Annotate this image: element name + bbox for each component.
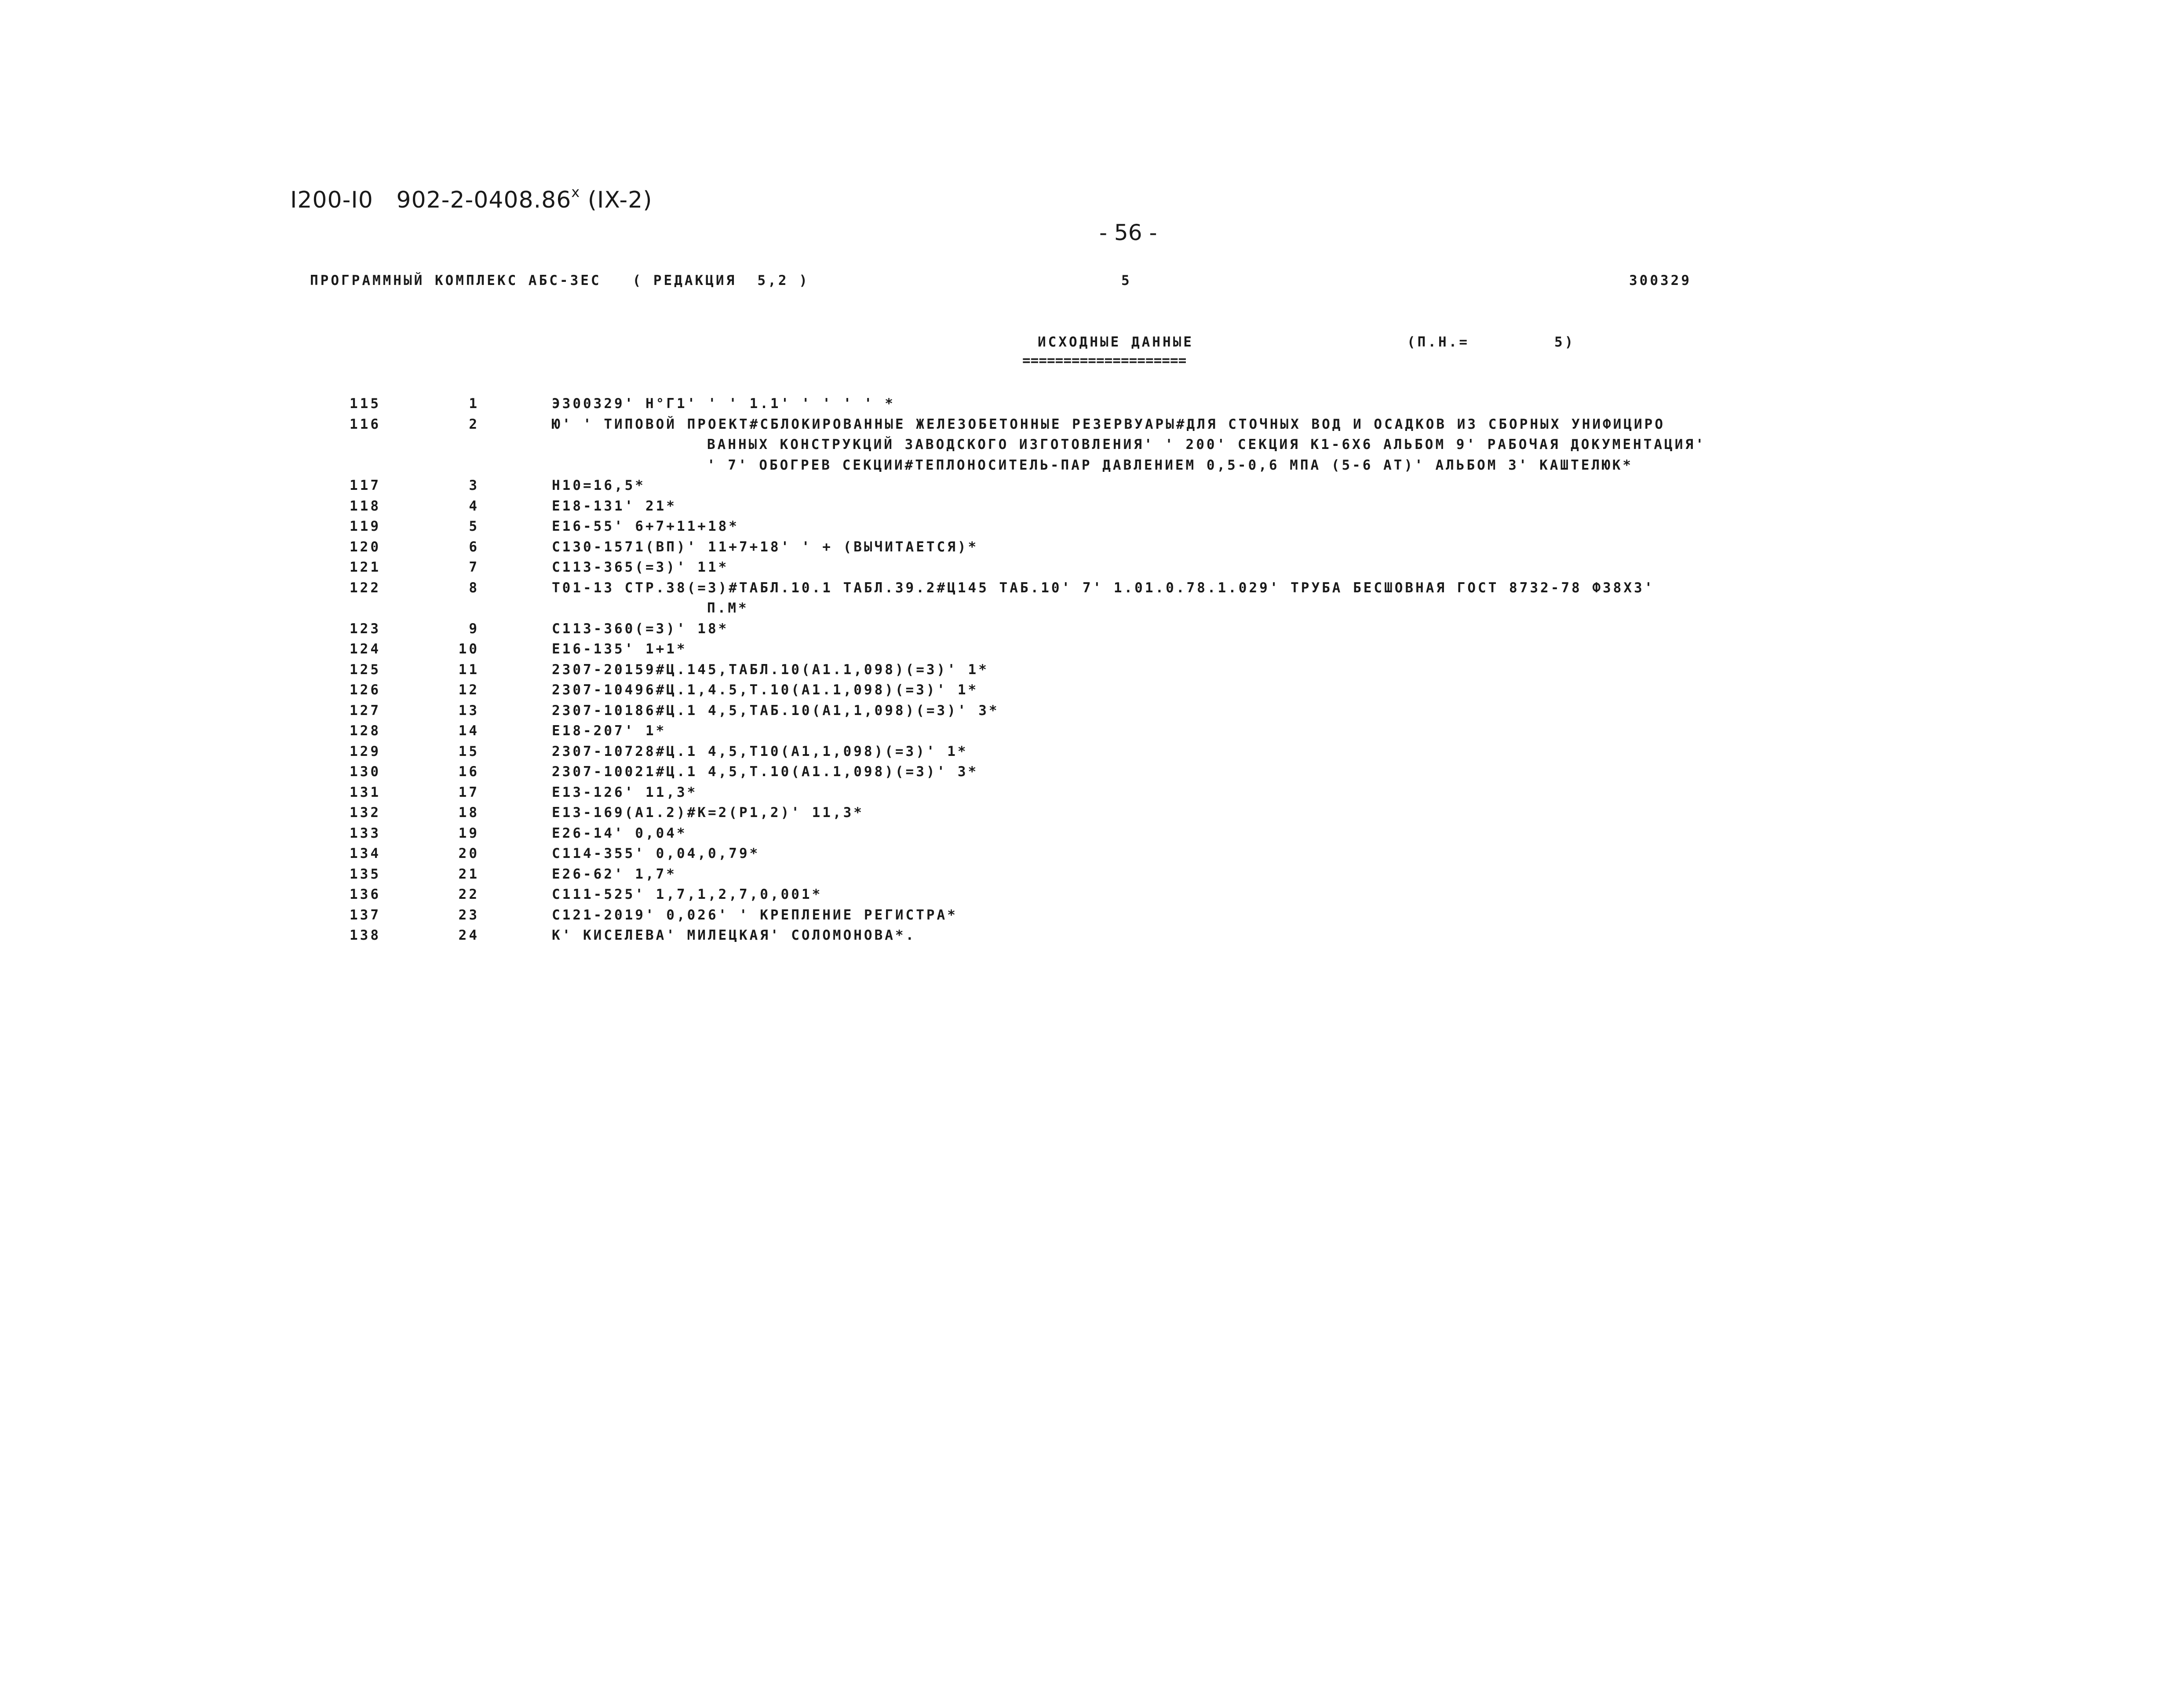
statement-text: Н10=16,5* (552, 478, 645, 493)
statement-text: С113-365(=3)' 11* (552, 559, 729, 575)
line-number: 129 (350, 743, 381, 759)
statement-text: С130-1571(ВП)' 11+7+18' ' + (ВЫЧИТАЕТСЯ)* (552, 539, 979, 555)
statement-number: 8 (469, 580, 479, 596)
statement-number: 16 (458, 764, 479, 780)
listing-row (0, 478, 2184, 498)
section-title: ИСХОДНЫЕ ДАННЫЕ (1038, 334, 1194, 350)
params-value: 5) (1554, 334, 1575, 350)
listing-row (0, 559, 2184, 580)
line-number: 135 (350, 866, 381, 882)
statement-text: Е26-14' 0,04* (552, 825, 687, 841)
statement-text: Е18-131' 21* (552, 498, 677, 514)
line-number: 128 (350, 723, 381, 739)
stamp-code: I200-I0 (290, 187, 373, 213)
listing-row (0, 641, 2184, 662)
listing-continuation-row (0, 457, 2184, 478)
listing-row (0, 539, 2184, 560)
statement-text: Е13-169(А1.2)#К=2(Р1,2)' 11,3* (552, 805, 864, 821)
stamp-sup: x (571, 184, 580, 201)
statement-number: 22 (458, 887, 479, 902)
statement-text: 2307-10496#Ц.1,4.5,Т.10(А1.1,098)(=3)' 1* (552, 682, 979, 698)
line-number: 138 (350, 927, 381, 943)
listing-row (0, 927, 2184, 948)
statement-text: С111-525' 1,7,1,2,7,0,001* (552, 887, 823, 902)
listing-row (0, 498, 2184, 519)
listing-row (0, 682, 2184, 703)
statement-number: 19 (458, 825, 479, 841)
line-number: 124 (350, 641, 381, 657)
program-header: ПРОГРАММНЫЙ КОМПЛЕКС АБС-3ЕС ( РЕДАКЦИЯ 5,2 ) (310, 273, 809, 288)
listing-row (0, 723, 2184, 744)
statement-text: Е18-207' 1* (552, 723, 667, 739)
listing-row (0, 621, 2184, 642)
stamp-part: (IX-2) (587, 187, 653, 213)
listing-row (0, 805, 2184, 825)
stamp-project: 902-2-0408.86 (396, 187, 572, 213)
statement-number: 1 (469, 396, 479, 412)
statement-text: Е16-55' 6+7+11+18* (552, 518, 739, 534)
statement-number: 23 (458, 907, 479, 923)
listing-row (0, 416, 2184, 437)
line-number: 127 (350, 702, 381, 719)
listing-row (0, 784, 2184, 805)
line-number: 118 (350, 498, 381, 514)
statement-text: Е16-135' 1+1* (552, 641, 687, 657)
statement-text: 2307-10021#Ц.1 4,5,Т.10(А1.1,098)(=3)' 3* (552, 764, 979, 780)
line-number: 119 (350, 518, 381, 534)
statement-number: 6 (469, 539, 479, 555)
listing-row (0, 662, 2184, 682)
document-code: 300329 (1629, 273, 1692, 288)
statement-number: 9 (469, 620, 479, 637)
statement-number: 4 (469, 498, 479, 514)
line-number: 133 (350, 825, 381, 841)
statement-text: Э300329' Н°Г1' ' ' 1.1' ' ' ' ' * (552, 396, 895, 412)
line-number: 115 (350, 396, 381, 412)
line-number: 134 (350, 846, 381, 861)
statement-text: Ю' ' ТИПОВОЙ ПРОЕКТ#СБЛОКИРОВАННЫЕ ЖЕЛЕЗОБЕТОННЫЕ РЕЗЕРВУАРЫ#ДЛЯ СТОЧНЫХ ВОД И ОСАДКОВ ИЗ СБОРНЫХ УНИФИЦИРО (552, 416, 1666, 432)
section-number: 5 (1121, 273, 1132, 288)
statement-number: 13 (458, 702, 479, 719)
listing-row (0, 887, 2184, 907)
statement-text: П.М* (707, 600, 749, 616)
listing-continuation-row (0, 437, 2184, 457)
statement-text: Е13-126' 11,3* (552, 784, 698, 800)
listing-row (0, 907, 2184, 928)
statement-number: 12 (458, 682, 479, 698)
listing-continuation-row (0, 600, 2184, 621)
statement-text: 2307-10728#Ц.1 4,5,Т10(А1,1,098)(=3)' 1* (552, 743, 968, 759)
line-number: 125 (350, 661, 381, 678)
line-number: 126 (350, 682, 381, 698)
page-number: - 56 - (1099, 220, 1157, 245)
listing-row (0, 866, 2184, 887)
line-number: 137 (350, 907, 381, 923)
listing-row (0, 764, 2184, 784)
line-number: 121 (350, 559, 381, 575)
statement-text: ' 7' ОБОГРЕВ СЕКЦИИ#ТЕПЛОНОСИТЕЛЬ-ПАР ДАВЛЕНИЕМ 0,5-0,6 МПА (5-6 АТ)' АЛЬБОМ 3' КАШТЕЛЮК* (707, 457, 1633, 473)
statement-number: 17 (458, 784, 479, 800)
line-number: 117 (350, 478, 381, 493)
statement-number: 5 (469, 518, 479, 534)
line-number: 136 (350, 887, 381, 902)
statement-number: 14 (458, 723, 479, 739)
statement-text: 2307-10186#Ц.1 4,5,ТАБ.10(А1,1,098)(=3)' 3* (552, 702, 999, 719)
statement-number: 21 (458, 866, 479, 882)
listing-row (0, 396, 2184, 416)
params-label: (П.Н.= (1407, 334, 1469, 350)
line-number: 123 (350, 620, 381, 637)
listing-row (0, 703, 2184, 723)
statement-number: 10 (458, 641, 479, 657)
statement-text: 2307-20159#Ц.145,ТАБЛ.10(А1.1,098)(=3)' 1* (552, 661, 989, 678)
statement-number: 24 (458, 927, 479, 943)
line-number: 130 (350, 764, 381, 780)
statement-text: Е26-62' 1,7* (552, 866, 677, 882)
line-number: 122 (350, 580, 381, 596)
statement-text: К' КИСЕЛЕВА' МИЛЕЦКАЯ' СОЛОМОНОВА*. (552, 927, 916, 943)
document-stamp (290, 184, 653, 213)
line-number: 116 (350, 416, 381, 432)
listing-row (0, 744, 2184, 764)
statement-text: С113-360(=3)' 18* (552, 620, 729, 637)
line-number: 132 (350, 805, 381, 821)
statement-number: 20 (458, 846, 479, 861)
statement-number: 18 (458, 805, 479, 821)
listing-row (0, 580, 2184, 601)
statement-text: ВАННЫХ КОНСТРУКЦИЙ ЗАВОДСКОГО ИЗГОТОВЛЕНИЯ' ' 200' СЕКЦИЯ К1-6Х6 АЛЬБОМ 9' РАБОЧАЯ ДОКУМЕНТАЦИЯ' (707, 437, 1706, 452)
statement-text: Т01-13 СТР.38(=3)#ТАБЛ.10.1 ТАБЛ.39.2#Ц145 ТАБ.10' 7' 1.01.0.78.1.029' ТРУБА БЕСШОВНАЯ ГОСТ 8732-78 Ф38Х3' (552, 580, 1655, 596)
listing-row (0, 846, 2184, 866)
title-underline: ==================== (1022, 353, 1187, 369)
statement-number: 11 (458, 661, 479, 678)
statement-text: С121-2019' 0,026' ' КРЕПЛЕНИЕ РЕГИСТРА* (552, 907, 958, 923)
data-listing (0, 396, 2184, 948)
line-number: 120 (350, 539, 381, 555)
listing-row (0, 518, 2184, 539)
listing-row (0, 825, 2184, 846)
statement-number: 7 (469, 559, 479, 575)
statement-number: 3 (469, 478, 479, 493)
line-number: 131 (350, 784, 381, 800)
statement-text: С114-355' 0,04,0,79* (552, 846, 760, 861)
statement-number: 2 (469, 416, 479, 432)
statement-number: 15 (458, 743, 479, 759)
